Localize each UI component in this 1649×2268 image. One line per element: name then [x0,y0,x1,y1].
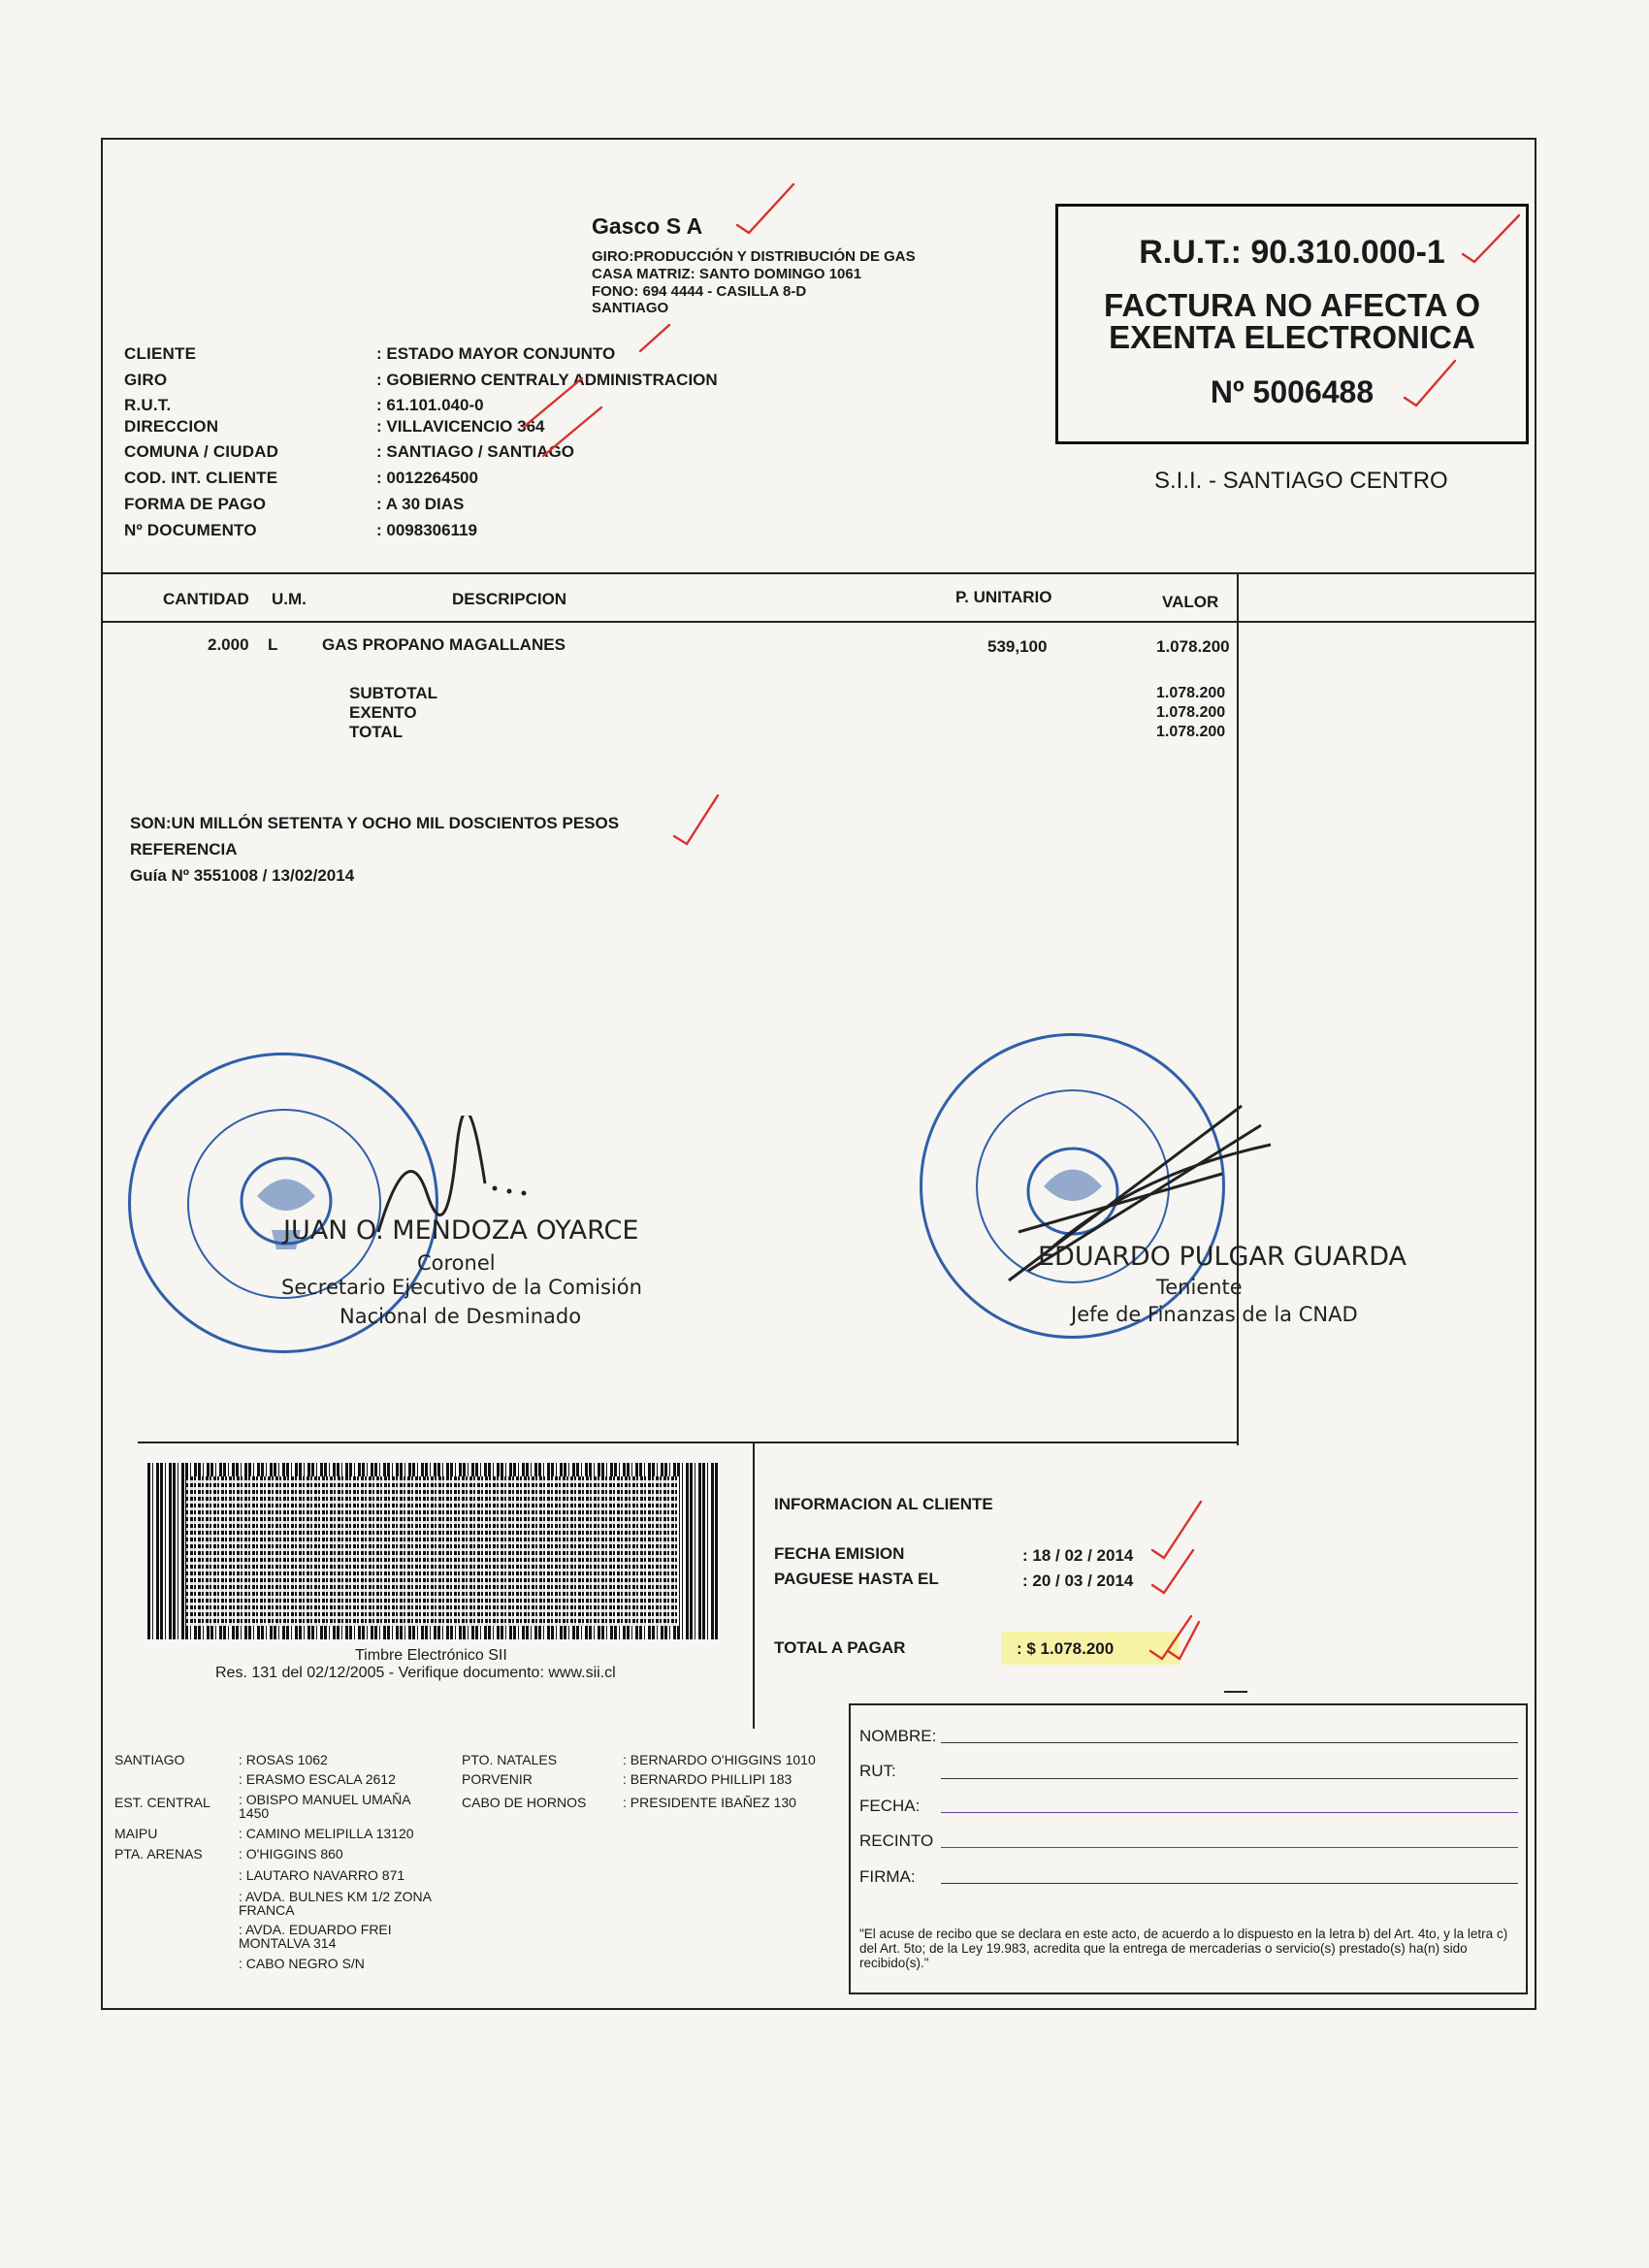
table-header-rule [101,621,1536,623]
total-label: TOTAL [349,723,404,741]
office-addr: : AVDA. EDUARDO FREI MONTALVA 314 [239,1922,392,1951]
giro-label: GIRO [124,371,168,389]
info-tick [1224,1691,1247,1693]
nombre-field[interactable] [941,1742,1518,1743]
issuer-giro: GIRO:PRODUCCIÓN Y DISTRIBUCIÓN DE GAS [592,248,916,265]
paguese-value: : 20 / 03 / 2014 [1022,1571,1134,1590]
fecha-label: FECHA: [859,1797,921,1815]
subtotal-label: SUBTOTAL [349,684,437,702]
total-value: 1.078.200 [1156,724,1226,740]
table-top-rule [101,572,1536,574]
cod-cliente-label: COD. INT. CLIENTE [124,469,278,487]
amount-in-words: SON:UN MILLÓN SETENTA Y OCHO MIL DOSCIENTOS PESOS [130,814,620,832]
rut-field[interactable] [941,1778,1518,1779]
header-unitario: P. UNITARIO [955,588,1052,606]
documento-value: : 0098306119 [376,521,477,539]
fecha-emision-value: : 18 / 02 / 2014 [1022,1546,1134,1565]
issuer-rut: R.U.T.: 90.310.000-1 [1139,234,1445,271]
total-pagar-value: : $ 1.078.200 [1017,1639,1115,1658]
forma-pago-label: FORMA DE PAGO [124,495,267,513]
signer-right-role: Jefe de Finanzas de la CNAD [1071,1303,1358,1326]
timbre-line2: Res. 131 del 02/12/2005 - Verifique documento: www.sii.cl [215,1665,616,1681]
row-valor: 1.078.200 [1156,637,1230,656]
signer-left-rank: Coronel [417,1251,496,1275]
firma-field[interactable] [941,1883,1518,1884]
office-addr: : OBISPO MANUEL UMAÑA 1450 [239,1792,410,1821]
row-unitario: 539,100 [987,637,1048,656]
office-city: SANTIAGO [114,1752,185,1767]
exento-value: 1.078.200 [1156,704,1226,721]
nombre-label: NOMBRE: [859,1727,937,1745]
paguese-label: PAGUESE HASTA EL [774,1570,939,1588]
signer-left-role2: Nacional de Desminado [340,1305,582,1328]
recinto-field[interactable] [941,1847,1518,1848]
forma-pago-value: : A 30 DIAS [376,495,465,513]
header-descripcion: DESCRIPCION [452,590,567,608]
comuna-label: COMUNA / CIUDAD [124,442,279,461]
office-addr: : PRESIDENTE IBAÑEZ 130 [623,1795,796,1810]
rut-field-label: RUT: [859,1762,896,1780]
office-city: MAIPU [114,1826,158,1841]
invoice-number: Nº 5006488 [1210,374,1374,409]
office-addr: : CABO NEGRO S/N [239,1956,365,1971]
header-cantidad: CANTIDAD [163,590,249,608]
cod-cliente-value: : 0012264500 [376,469,478,487]
recinto-label: RECINTO [859,1831,934,1850]
fecha-field[interactable] [941,1812,1518,1813]
office-addr: : LAUTARO NAVARRO 871 [239,1867,405,1883]
comuna-value: : SANTIAGO / SANTIAGO [376,442,574,461]
row-um: L [268,635,278,654]
timbre-line1: Timbre Electrónico SII [355,1647,507,1664]
info-left-rule [753,1442,755,1729]
office-addr: : ROSAS 1062 [239,1752,328,1767]
office-city: EST. CENTRAL [114,1795,210,1810]
signer-left-role1: Secretario Ejecutivo de la Comisión [281,1276,642,1299]
office-addr: : BERNARDO PHILLIPI 183 [623,1771,792,1787]
subtotal-value: 1.078.200 [1156,685,1226,701]
office-city: PTA. ARENAS [114,1846,203,1862]
reference-title: REFERENCIA [130,840,238,859]
direccion-label: DIRECCION [124,417,219,436]
reference-guia: Guía Nº 3551008 / 13/02/2014 [130,866,355,885]
office-city: PORVENIR [462,1771,533,1787]
office-addr: : O'HIGGINS 860 [239,1846,343,1862]
giro-value: : GOBIERNO CENTRALY ADMINISTRACION [376,371,718,389]
rut-value: : 61.101.040-0 [376,396,484,414]
office-addr: : ERASMO ESCALA 2612 [239,1771,396,1787]
total-pagar-label: TOTAL A PAGAR [774,1638,906,1657]
doc-type-line2: EXENTA ELECTRONICA [1109,319,1475,355]
pdf417-barcode [147,1463,718,1639]
signer-right-name: EDUARDO PULGAR GUARDA [1038,1242,1406,1272]
issuer-phone: FONO: 694 4444 - CASILLA 8-D [592,283,807,300]
exento-label: EXENTO [349,703,417,722]
legal-text: "El acuse de recibo que se declara en este acto, de acuerdo a lo dispuesto en la letra b) del Art. 4to, y la letra c) del Art. 5to; de la Ley 19.983, acredita que la entrega de mercaderias o servicio(s) prestado(s) ha(n) sido recibido(s)." [859,1927,1508,1970]
firma-label: FIRMA: [859,1867,916,1886]
office-city: PTO. NATALES [462,1752,558,1767]
office-city: CABO DE HORNOS [462,1795,587,1810]
bottom-section-rule [138,1442,1239,1443]
office-addr: : CAMINO MELIPILLA 13120 [239,1826,414,1841]
header-um: U.M. [272,590,307,608]
row-descripcion: GAS PROPANO MAGALLANES [322,635,566,654]
office-addr: : AVDA. BULNES KM 1/2 ZONA FRANCA [239,1889,432,1918]
rut-box [1055,204,1529,444]
office-addr: : BERNARDO O'HIGGINS 1010 [623,1752,816,1767]
issuer-address: CASA MATRIZ: SANTO DOMINGO 1061 [592,266,862,282]
direccion-value: : VILLAVICENCIO 364 [376,417,545,436]
client-label: CLIENTE [124,344,197,363]
doc-type-line1: FACTURA NO AFECTA O [1103,287,1481,323]
issuer-city: SANTIAGO [592,300,669,316]
client-value: : ESTADO MAYOR CONJUNTO [376,344,616,363]
client-info-title: INFORMACION AL CLIENTE [774,1495,993,1513]
fecha-emision-label: FECHA EMISION [774,1544,905,1563]
signer-left-name: JUAN O. MENDOZA OYARCE [283,1215,639,1246]
rut-label: R.U.T. [124,396,172,414]
row-cantidad: 2.000 [208,635,249,654]
sii-office: S.I.I. - SANTIAGO CENTRO [1154,468,1448,494]
header-valor: VALOR [1162,593,1219,611]
documento-label: Nº DOCUMENTO [124,521,257,539]
issuer-name: Gasco S A [592,213,703,239]
signer-right-rank: Teniente [1156,1276,1243,1299]
